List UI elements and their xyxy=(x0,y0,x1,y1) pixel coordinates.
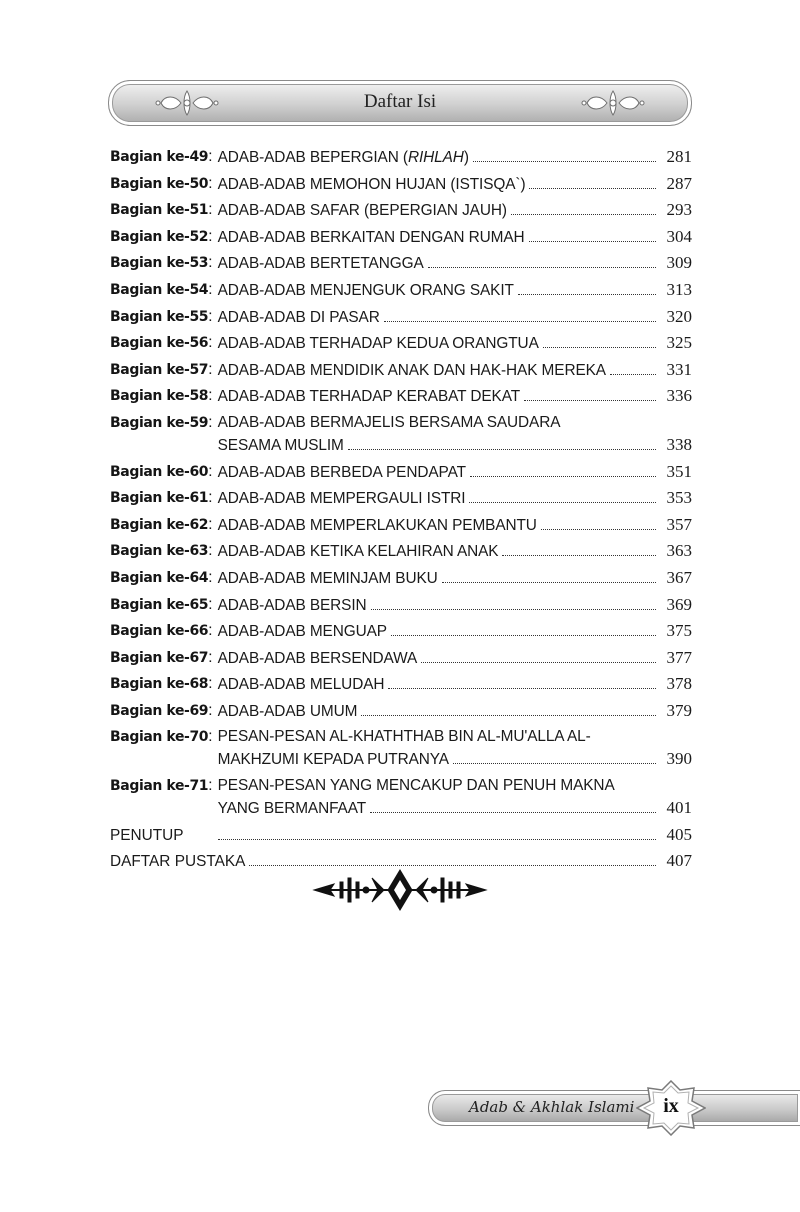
section-label: Bagian ke-52 xyxy=(110,228,209,245)
toc-entry xyxy=(110,385,692,408)
entry-line xyxy=(218,461,692,484)
label-colon: : xyxy=(208,462,213,480)
entry-title-block xyxy=(218,775,692,820)
toc-entry xyxy=(110,279,692,302)
entry-title xyxy=(218,726,591,748)
section-label: Bagian ke-71 xyxy=(110,778,209,795)
title-text: ADAB-ADAB BERSIN xyxy=(217,596,367,614)
toc-entry xyxy=(110,824,692,847)
toc-entry xyxy=(110,226,692,249)
page-number: 293 xyxy=(666,200,692,220)
page-number: 357 xyxy=(666,514,692,534)
entry-title-block xyxy=(218,461,692,484)
page-number: 375 xyxy=(666,621,692,641)
entry-line xyxy=(218,306,692,329)
toc-entry xyxy=(110,199,692,222)
section-label: Bagian ke-68 xyxy=(110,676,209,693)
section-label: Bagian ke-54 xyxy=(110,281,209,298)
toc-entry xyxy=(110,620,692,643)
page-number: ix xyxy=(663,1095,679,1117)
entry-title xyxy=(218,621,387,643)
label-colon: : xyxy=(208,675,213,693)
entry-title xyxy=(218,307,380,329)
dot-leader xyxy=(391,635,656,636)
dot-leader xyxy=(428,267,656,268)
dot-leader xyxy=(370,812,656,813)
title-text: PESAN-PESAN YANG MENCAKUP DAN PENUH MAKNA xyxy=(217,777,615,795)
section-label: Bagian ke-67 xyxy=(110,649,209,666)
section-label: Bagian ke-59 xyxy=(110,414,209,431)
entry-line xyxy=(218,514,692,537)
dot-leader xyxy=(529,188,656,189)
title-text: ADAB-ADAB BERKAITAN DENGAN RUMAH xyxy=(217,228,525,246)
entry-title xyxy=(218,749,449,771)
toc-entry xyxy=(110,540,692,563)
title-text: ADAB-ADAB TERHADAP KERABAT DEKAT xyxy=(217,388,521,406)
entry-title xyxy=(218,775,615,797)
label-colon: : xyxy=(208,201,213,219)
title-text: ADAB-ADAB BERBEDA PENDAPAT xyxy=(217,463,466,481)
label-colon: : xyxy=(208,489,213,507)
title-text: ADAB-ADAB MENDIDIK ANAK DAN HAK-HAK MEREKA xyxy=(217,361,606,379)
entry-line xyxy=(218,199,692,222)
page-number: 325 xyxy=(666,333,692,353)
label-colon: : xyxy=(208,568,213,586)
section-label: Bagian ke-70 xyxy=(110,729,209,746)
section-label: Bagian ke-69 xyxy=(110,702,209,719)
entry-title-block xyxy=(218,226,692,249)
title-text: ADAB-ADAB MENGUAP xyxy=(217,623,387,641)
toc-entry xyxy=(110,726,692,771)
label-colon: : xyxy=(208,334,213,352)
section-label: Bagian ke-49 xyxy=(110,149,209,165)
entry-line xyxy=(218,594,692,617)
dot-leader xyxy=(529,241,656,242)
title-text: PESAN-PESAN AL-KHATHTHAB BIN AL-MU'ALLA AL- xyxy=(217,728,591,746)
title-text: ADAB-ADAB MEMPERGAULI ISTRI xyxy=(217,490,466,508)
entry-title: PENUTUP xyxy=(110,826,184,844)
page-number: 390 xyxy=(666,749,692,769)
title-text: ADAB-ADAB SAFAR (BEPERGIAN JAUH) xyxy=(217,202,507,220)
entry-title-block xyxy=(218,173,692,196)
entry-line xyxy=(218,540,692,563)
toc-entry xyxy=(110,647,692,670)
section-label: Bagian ke-50 xyxy=(110,175,209,192)
page-number: 377 xyxy=(666,647,692,667)
page-number: 379 xyxy=(666,700,692,720)
dot-leader xyxy=(541,529,656,530)
entry-line xyxy=(218,359,692,382)
toc-entry xyxy=(110,594,692,617)
footer-banner xyxy=(428,1090,800,1126)
entry-title xyxy=(218,462,466,484)
entry-title-block xyxy=(218,332,692,355)
entry-title-block xyxy=(218,567,692,590)
entry-title-block xyxy=(218,306,692,329)
entry-title-block xyxy=(218,700,692,723)
entry-title-block xyxy=(218,594,692,617)
toc-entry xyxy=(110,173,692,196)
dot-leader xyxy=(453,763,656,764)
dot-leader xyxy=(421,662,656,663)
page-number: 287 xyxy=(666,173,692,193)
title-text: ADAB-ADAB MELUDAH xyxy=(217,676,385,694)
page-number: 313 xyxy=(666,279,692,299)
toc-entry xyxy=(110,487,692,510)
section-label: Bagian ke-58 xyxy=(110,388,209,405)
label-colon: : xyxy=(208,648,213,666)
entry-line xyxy=(218,279,692,302)
entry-line xyxy=(218,700,692,723)
dot-leader xyxy=(511,214,656,215)
entry-line xyxy=(218,332,692,355)
entry-line xyxy=(110,824,692,847)
dot-leader xyxy=(361,715,656,716)
entry-line xyxy=(218,434,692,457)
title-text: ADAB-ADAB MEMINJAM BUKU xyxy=(217,569,438,587)
title-text: ADAB-ADAB DI PASAR xyxy=(217,308,380,326)
entry-line xyxy=(218,775,692,797)
label-colon: : xyxy=(208,254,213,272)
header-banner xyxy=(108,80,692,126)
entry-title: DAFTAR PUSTAKA xyxy=(110,853,246,871)
dot-leader xyxy=(518,294,656,295)
section-label: Bagian ke-63 xyxy=(110,543,209,560)
entry-title-block xyxy=(218,540,692,563)
floral-ornament-right-icon xyxy=(581,87,645,119)
label-colon: : xyxy=(208,413,213,431)
entry-title-block xyxy=(218,620,692,643)
toc-entry xyxy=(110,146,692,169)
entry-line xyxy=(218,385,692,408)
label-colon: : xyxy=(208,622,213,640)
entry-line xyxy=(218,567,692,590)
entry-title xyxy=(218,253,424,275)
page-number: 369 xyxy=(666,594,692,614)
entry-title-block xyxy=(218,514,692,537)
entry-title xyxy=(218,227,525,249)
entry-title-block xyxy=(218,726,692,771)
dot-leader xyxy=(348,449,656,450)
section-label: Bagian ke-62 xyxy=(110,516,209,533)
page-number: 401 xyxy=(666,798,692,818)
dot-leader xyxy=(384,321,656,322)
title-text: ADAB-ADAB MEMOHON HUJAN (ISTISQA`) xyxy=(217,175,526,193)
entry-title-block xyxy=(218,252,692,275)
toc-entry xyxy=(110,332,692,355)
section-label: Bagian ke-51 xyxy=(110,202,209,219)
section-label: Bagian ke-64 xyxy=(110,569,209,586)
toc-entry xyxy=(110,775,692,820)
entry-title-block xyxy=(218,199,692,222)
toc-entry xyxy=(110,359,692,382)
entry-title xyxy=(218,200,507,222)
entry-title-block xyxy=(218,412,692,457)
entry-title xyxy=(218,568,438,590)
dot-leader xyxy=(610,374,656,375)
toc-entry xyxy=(110,700,692,723)
label-colon: : xyxy=(208,280,213,298)
dot-leader xyxy=(388,688,656,689)
title-text: ADAB-ADAB MENJENGUK ORANG SAKIT xyxy=(217,281,514,299)
entry-line xyxy=(218,726,692,748)
entry-line xyxy=(218,620,692,643)
entry-line xyxy=(218,673,692,696)
page-number: 281 xyxy=(666,147,692,166)
entry-title-block xyxy=(218,146,692,169)
page-number: 378 xyxy=(666,674,692,694)
entry-title xyxy=(218,412,561,434)
entry-line xyxy=(218,252,692,275)
page-number: 304 xyxy=(666,226,692,246)
dot-leader xyxy=(469,502,656,503)
toc-entry xyxy=(110,673,692,696)
toc-entry xyxy=(110,514,692,537)
entry-line xyxy=(218,797,692,820)
title-text: ADAB-ADAB BERTETANGGA xyxy=(217,255,424,273)
dot-leader xyxy=(371,609,656,610)
label-colon: : xyxy=(208,777,213,795)
section-label: Bagian ke-60 xyxy=(110,463,209,480)
title-text: SESAMA MUSLIM xyxy=(217,436,344,454)
title-text: ADAB-ADAB BERMAJELIS BERSAMA SAUDARA xyxy=(217,413,561,431)
title-text: MAKHZUMI KEPADA PUTRANYA xyxy=(217,751,449,769)
entry-title-block xyxy=(218,385,692,408)
label-colon: : xyxy=(208,307,213,325)
dot-leader xyxy=(442,582,656,583)
running-header-title: Daftar Isi xyxy=(363,91,437,112)
section-label: Bagian ke-55 xyxy=(110,308,209,325)
table-of-contents xyxy=(110,146,692,877)
entry-line xyxy=(218,146,692,169)
entry-title xyxy=(218,174,526,196)
entry-title xyxy=(218,674,385,696)
dot-leader xyxy=(502,555,656,556)
label-colon: : xyxy=(208,595,213,613)
entry-title xyxy=(218,701,358,723)
toc-entry xyxy=(110,461,692,484)
title-text: ADAB-ADAB KETIKA KELAHIRAN ANAK xyxy=(217,543,499,561)
toc-entry xyxy=(110,567,692,590)
entry-line xyxy=(218,226,692,249)
entry-title xyxy=(218,515,537,537)
title-text: ADAB-ADAB MEMPERLAKUKAN PEMBANTU xyxy=(217,516,537,534)
title-text: YANG BERMANFAAT xyxy=(217,800,367,818)
label-colon: : xyxy=(208,174,213,192)
page-number: 407 xyxy=(666,851,692,871)
entry-line xyxy=(218,412,692,434)
decorative-divider-icon xyxy=(312,868,488,912)
entry-title xyxy=(218,798,366,820)
label-colon: : xyxy=(208,701,213,719)
label-colon: : xyxy=(208,360,213,378)
entry-title xyxy=(218,541,499,563)
title-text: ADAB-ADAB BEPERGIAN ( xyxy=(217,149,408,166)
title-text: ADAB-ADAB BERSENDAWA xyxy=(217,649,418,667)
toc-entry xyxy=(110,252,692,275)
entry-title xyxy=(218,333,539,355)
label-colon: : xyxy=(208,728,213,746)
entry-title xyxy=(218,280,514,302)
page-number: 331 xyxy=(666,359,692,379)
entry-line xyxy=(218,748,692,771)
dot-leader xyxy=(524,400,656,401)
entry-title xyxy=(218,595,367,617)
entry-title xyxy=(218,147,469,169)
label-colon: : xyxy=(208,542,213,560)
section-label: Bagian ke-57 xyxy=(110,361,209,378)
entry-title xyxy=(218,386,520,408)
entry-title xyxy=(218,360,606,382)
title-text: ADAB-ADAB UMUM xyxy=(217,702,358,720)
page-number: 367 xyxy=(666,567,692,587)
entry-title-block xyxy=(218,673,692,696)
entry-line xyxy=(218,173,692,196)
entry-title xyxy=(218,648,418,670)
entry-title-block xyxy=(218,359,692,382)
section-label: Bagian ke-65 xyxy=(110,596,209,613)
book-title: Adab & Akhlak Islami xyxy=(469,1098,635,1116)
dot-leader xyxy=(249,865,656,866)
entry-title-block xyxy=(218,487,692,510)
title-text-end: ) xyxy=(463,149,469,166)
dot-leader xyxy=(473,161,656,162)
dot-leader xyxy=(470,476,656,477)
label-colon: : xyxy=(208,515,213,533)
page-number: 309 xyxy=(666,253,692,273)
entry-title xyxy=(218,435,344,457)
section-label: Bagian ke-56 xyxy=(110,335,209,352)
page-number: 338 xyxy=(666,434,692,454)
toc-entry xyxy=(110,412,692,457)
entry-title-block xyxy=(218,279,692,302)
title-text: ADAB-ADAB TERHADAP KEDUA ORANGTUA xyxy=(217,335,539,353)
label-colon: : xyxy=(208,148,213,165)
entry-line xyxy=(218,647,692,670)
label-colon: : xyxy=(208,227,213,245)
dot-leader xyxy=(543,347,656,348)
entry-title xyxy=(218,488,466,510)
page-number: 336 xyxy=(666,386,692,406)
section-label: Bagian ke-66 xyxy=(110,623,209,640)
entry-line xyxy=(218,487,692,510)
dot-leader xyxy=(218,839,656,840)
page-number: 351 xyxy=(666,461,692,481)
page-number: 353 xyxy=(666,488,692,508)
toc-entry xyxy=(110,306,692,329)
entry-title-block xyxy=(218,647,692,670)
label-colon: : xyxy=(208,387,213,405)
page-number: 363 xyxy=(666,541,692,561)
section-label: Bagian ke-61 xyxy=(110,490,209,507)
title-italic: RIHLAH xyxy=(407,149,464,166)
page-number: 320 xyxy=(666,306,692,326)
section-label: Bagian ke-53 xyxy=(110,255,209,272)
page-number: 405 xyxy=(666,824,692,844)
